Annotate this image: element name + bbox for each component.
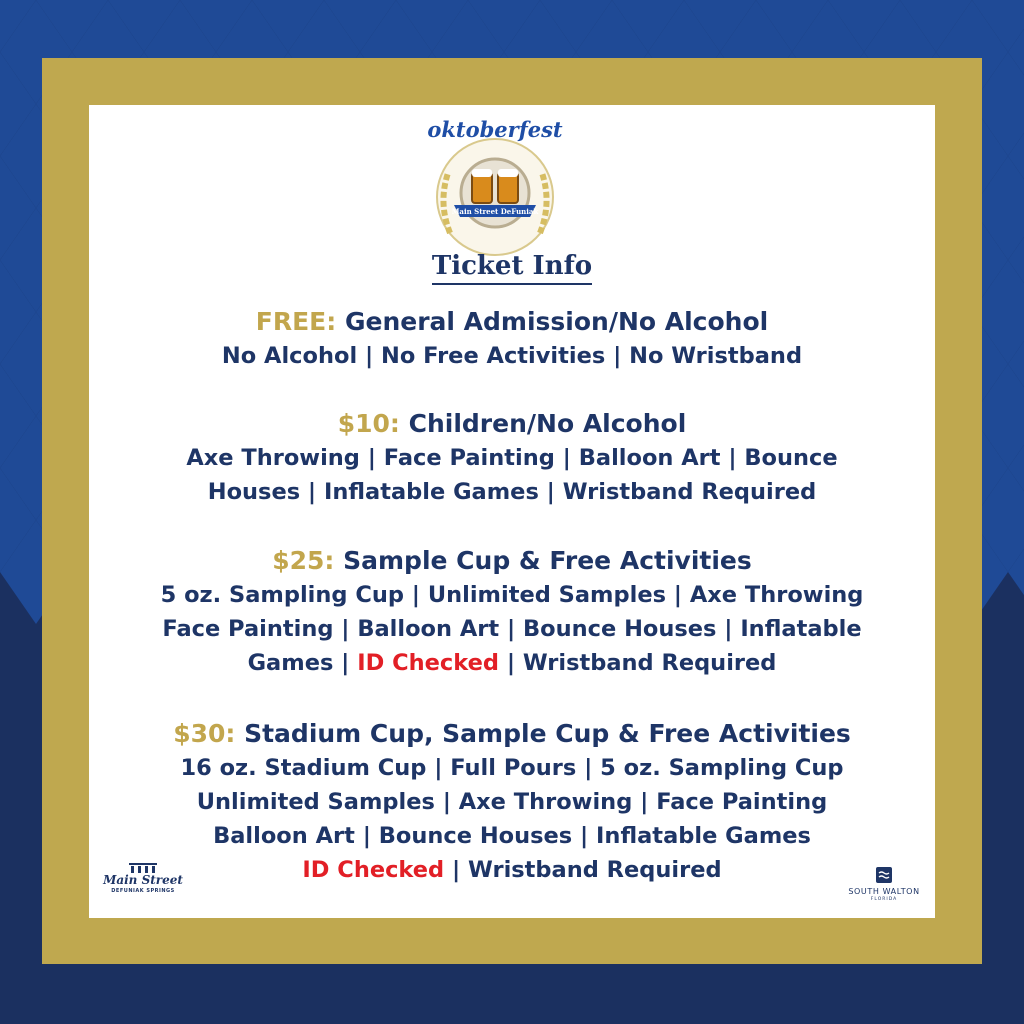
wave-icon (876, 867, 892, 883)
detail-text: | Wristband Required (498, 650, 777, 676)
tier-25 (89, 544, 935, 680)
detail-text: | Wristband Required (444, 857, 722, 883)
detail-line: Face Painting | Balloon Art | Bounce Houses | Inflatable (162, 616, 862, 642)
tier-price: $30: (173, 719, 236, 748)
logo-banner-text: Main Street DeFuniak (451, 207, 539, 216)
tier-name: Sample Cup & Free Activities (343, 546, 752, 575)
tier-free (89, 305, 935, 373)
page-title: Ticket Info (432, 251, 592, 285)
tier-heading (89, 305, 935, 339)
tier-price: $25: (272, 546, 335, 575)
tier-name: Stadium Cup, Sample Cup & Free Activities (244, 719, 851, 748)
detail-line (89, 853, 935, 887)
detail-line: Houses | Inflatable Games | Wristband Required (207, 479, 817, 505)
detail-line (89, 646, 935, 680)
south-walton-name: SOUTH WALTON (848, 887, 920, 896)
oktoberfest-logo (420, 113, 570, 263)
ticket-info-card (89, 105, 935, 918)
detail-line: 5 oz. Sampling Cup | Unlimited Samples | Axe Throwing (160, 582, 864, 608)
main-street-name: Main Street (103, 873, 183, 887)
detail-line: Balloon Art | Bounce Houses | Inflatable Games (213, 823, 811, 849)
tier-heading (89, 717, 935, 751)
tier-price: $10: (337, 409, 400, 438)
tier-details (89, 339, 935, 373)
south-walton-logo (834, 867, 934, 917)
id-checked-note: ID Checked (357, 650, 499, 676)
tier-details (89, 441, 935, 509)
tier-heading (89, 544, 935, 578)
detail-line: 16 oz. Stadium Cup | Full Pours | 5 oz. Sampling Cup (180, 755, 844, 781)
detail-text: Games | (247, 650, 358, 676)
oktoberfest-wordmark: oktoberfest (427, 117, 563, 142)
tier-heading (89, 407, 935, 441)
columns-icon (129, 863, 157, 873)
tier-details (89, 578, 935, 680)
main-street-logo (101, 857, 185, 917)
id-checked-note: ID Checked (302, 857, 445, 883)
south-walton-sub: FLORIDA (870, 897, 898, 902)
tier-name: General Admission/No Alcohol (344, 307, 769, 336)
detail-line: No Alcohol | No Free Activities | No Wristband (221, 343, 803, 369)
tier-details (89, 751, 935, 887)
detail-line: Unlimited Samples | Axe Throwing | Face Painting (196, 789, 828, 815)
tier-price: FREE: (255, 307, 337, 336)
detail-line: Axe Throwing | Face Painting | Balloon Art | Bounce (186, 445, 838, 471)
main-street-sub: DEFUNIAK SPRINGS (111, 888, 175, 894)
tier-10 (89, 407, 935, 509)
tier-30 (89, 717, 935, 887)
tier-name: Children/No Alcohol (408, 409, 687, 438)
